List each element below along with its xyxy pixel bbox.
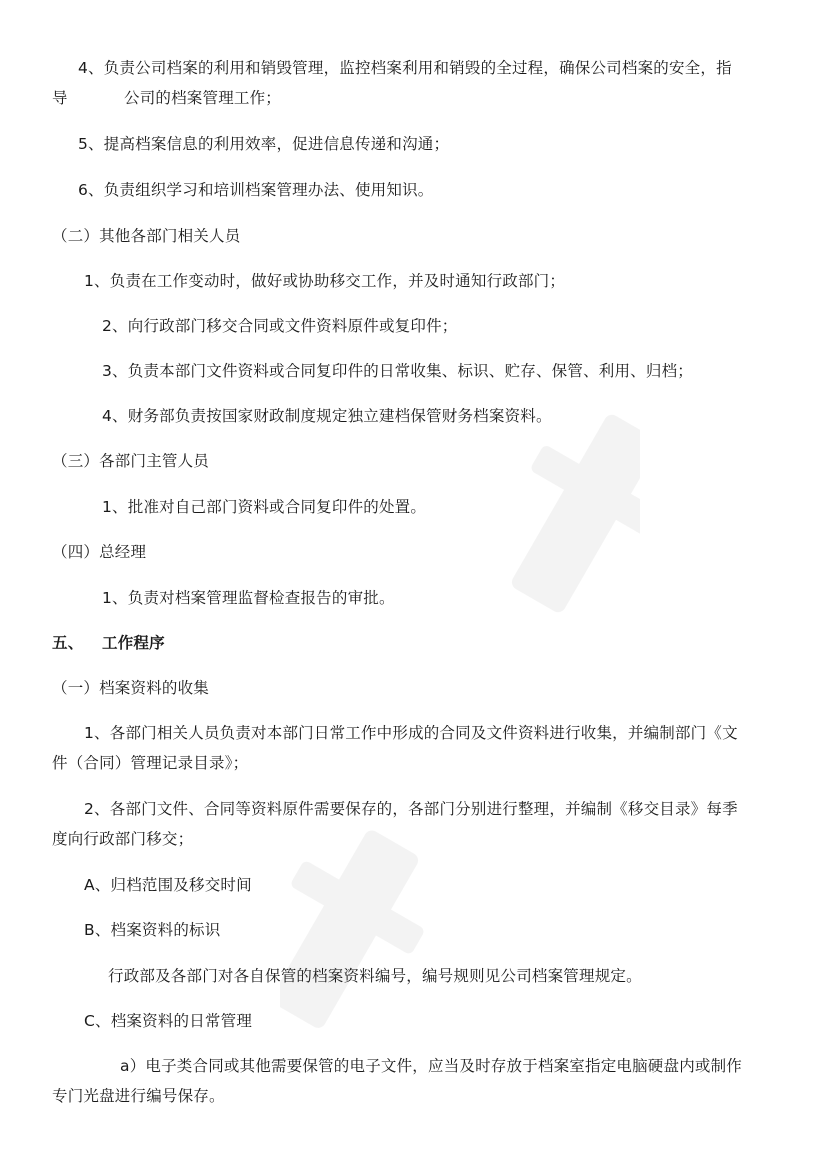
section-heading: 工作程序 bbox=[102, 634, 165, 652]
list-item: B、档案资料的标识 bbox=[84, 921, 221, 939]
section-subheading: （三）各部门主管人员 bbox=[52, 452, 210, 470]
paragraph-line: 2、各部门文件、合同等资料原件需要保存的，各部门分别进行整理，并编制《移交目录》每季 bbox=[84, 800, 738, 818]
paragraph-line: 4、负责公司档案的利用和销毁管理，监控档案利用和销毁的全过程，确保公司档案的安全，指 bbox=[78, 59, 732, 77]
paragraph-line: 2、向行政部门移交合同或文件资料原件或复印件； bbox=[102, 317, 458, 335]
paragraph-line: 6、负责组织学习和培训档案管理办法、使用知识。 bbox=[78, 181, 434, 199]
paragraph-line: 4、财务部负责按国家财政制度规定独立建档保管财务档案资料。 bbox=[102, 407, 552, 425]
paragraph-line: 度向行政部门移交； bbox=[52, 830, 194, 848]
section-number: 五、 bbox=[52, 634, 84, 652]
paragraph-line: 1、负责对档案管理监督检查报告的审批。 bbox=[102, 589, 395, 607]
section-subheading: （二）其他各部门相关人员 bbox=[52, 227, 241, 245]
paragraph-line: 行政部及各部门对各自保管的档案资料编号，编号规则见公司档案管理规定。 bbox=[108, 967, 642, 985]
paragraph-line: 1、批准对自己部门资料或合同复印件的处置。 bbox=[102, 498, 427, 516]
section-subheading: （一）档案资料的收集 bbox=[52, 679, 210, 697]
list-item: A、归档范围及移交时间 bbox=[84, 876, 252, 894]
paragraph-line: 5、提高档案信息的利用效率，促进信息传递和沟通； bbox=[78, 135, 450, 153]
paragraph-line: 专门光盘进行编号保存。 bbox=[52, 1087, 225, 1105]
paragraph-line: 1、负责在工作变动时，做好或协助移交工作，并及时通知行政部门； bbox=[84, 272, 566, 290]
list-item: C、档案资料的日常管理 bbox=[84, 1012, 253, 1030]
paragraph-line: a）电子类合同或其他需要保管的电子文件，应当及时存放于档案室指定电脑硬盘内或制作 bbox=[120, 1057, 743, 1075]
paragraph-line: 1、各部门相关人员负责对本部门日常工作中形成的合同及文件资料进行收集，并编制部门《文 bbox=[84, 724, 738, 742]
paragraph-line: 件（合同）管理记录目录》； bbox=[52, 754, 249, 772]
paragraph-line: 公司的档案管理工作； bbox=[124, 89, 282, 107]
paragraph-line: 导 bbox=[52, 89, 68, 107]
section-subheading: （四）总经理 bbox=[52, 543, 147, 561]
paragraph-line: 3、负责本部门文件资料或合同复印件的日常收集、标识、贮存、保管、利用、归档； bbox=[102, 362, 693, 380]
